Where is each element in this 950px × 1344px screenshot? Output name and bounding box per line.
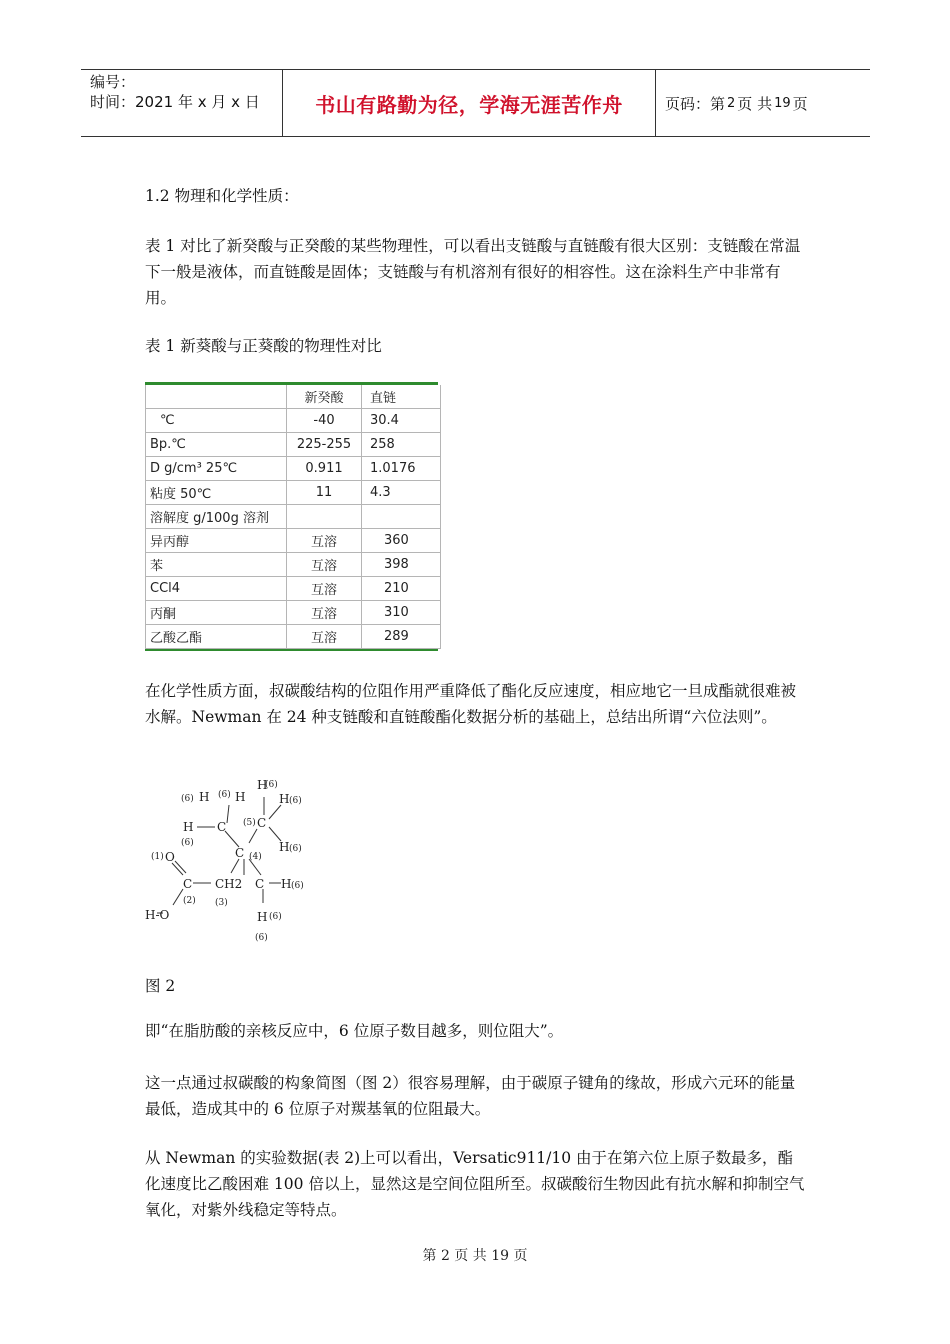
table-header-cell: 新癸酸 bbox=[287, 385, 362, 409]
atom-label: H bbox=[257, 910, 268, 924]
atom-label: CH2 bbox=[215, 877, 243, 891]
table-cell: 粘度 50℃ bbox=[146, 481, 287, 505]
table-row bbox=[146, 505, 441, 529]
position-label: (6) bbox=[291, 881, 304, 891]
section-title: 1.2 物理和化学性质： bbox=[145, 187, 299, 205]
table-header-row bbox=[146, 385, 441, 409]
properties-table bbox=[145, 382, 438, 651]
table-header-cell: 直链 bbox=[362, 385, 441, 409]
position-label: (6) bbox=[255, 933, 268, 943]
table-header-cell bbox=[146, 385, 287, 409]
atom-label: H-O bbox=[145, 908, 170, 922]
atom-label: H bbox=[257, 778, 268, 792]
atom-label: C bbox=[217, 820, 227, 834]
position-label: (5) bbox=[243, 818, 256, 828]
table-cell bbox=[287, 505, 362, 529]
table-cell: 0.911 bbox=[287, 457, 362, 481]
table-cell: 4.3 bbox=[362, 481, 441, 505]
position-label: (6) bbox=[265, 780, 278, 790]
table-cell: 258 bbox=[362, 433, 441, 457]
position-label: (1) bbox=[151, 852, 164, 862]
atom-label: H bbox=[281, 877, 292, 891]
time-label: 时间：2021 年 x 月 x 日 bbox=[90, 93, 260, 111]
table-cell: 225-255 bbox=[287, 433, 362, 457]
figure-caption: 图 2 bbox=[145, 977, 176, 995]
atom-label: H bbox=[199, 790, 210, 804]
table-cell: CCl4 bbox=[146, 577, 287, 601]
table-row bbox=[146, 457, 441, 481]
atom-label: C bbox=[255, 877, 265, 891]
table-row bbox=[146, 529, 441, 553]
table-cell: 289 bbox=[362, 625, 441, 649]
table-cell: 210 bbox=[362, 577, 441, 601]
table-cell: 互溶 bbox=[287, 529, 362, 553]
table-row bbox=[146, 433, 441, 457]
atom-label: H bbox=[183, 820, 194, 834]
position-label: (6) bbox=[269, 912, 282, 922]
table-cell: D g/cm³ 25℃ bbox=[146, 457, 287, 481]
table-cell: 1.0176 bbox=[362, 457, 441, 481]
table-row bbox=[146, 601, 441, 625]
page-footer: 第 2 页 共 19 页 bbox=[422, 1248, 528, 1264]
table-row bbox=[146, 577, 441, 601]
position-label: (6) bbox=[289, 796, 302, 806]
table-cell: 360 bbox=[362, 529, 441, 553]
position-label: (6) bbox=[218, 790, 231, 800]
table-cell: 溶解度 g/100g 溶剂 bbox=[146, 505, 287, 529]
atom-label: O bbox=[165, 850, 175, 864]
code-label: 编号： bbox=[90, 73, 136, 91]
table-cell: 丙酮 bbox=[146, 601, 287, 625]
page-suffix: 页 bbox=[792, 94, 808, 113]
position-label: (3) bbox=[215, 898, 228, 908]
table-bottom-rule bbox=[145, 649, 438, 651]
table-cell: -40 bbox=[287, 409, 362, 433]
paragraph-2: 在化学性质方面，叔碳酸结构的位阻作用严重降低了酯化反应速度，相应地它一旦成酯就很难被水解。Newman 在 24 种支链酸和直链酸酯化数据分析的基础上，总结出所谓“六位法则”。 bbox=[145, 682, 797, 726]
header-page-number bbox=[665, 70, 808, 136]
table-cell: 30.4 bbox=[362, 409, 441, 433]
position-label: (6) bbox=[289, 844, 302, 854]
paragraph-4: 这一点通过叔碳酸的构象简图（图 2）很容易理解，由于碳原子键角的缘故，形成六元环的能量最低，造成其中的 6 位原子对羰基氧的位阻最大。 bbox=[145, 1074, 796, 1118]
page-mid: 页 共 bbox=[737, 94, 773, 113]
table-cell: 互溶 bbox=[287, 601, 362, 625]
table-cell: 异丙醇 bbox=[146, 529, 287, 553]
table-cell: 互溶 bbox=[287, 553, 362, 577]
table-caption: 表 1 新葵酸与正葵酸的物理性对比 bbox=[145, 337, 382, 355]
header-motto: 书山有路勤为径，学海无涯苦作舟 bbox=[315, 92, 623, 117]
header-divider-right bbox=[655, 70, 656, 136]
paragraph-3: 即“在脂肪酸的亲核反应中，6 位原子数目越多，则位阻大”。 bbox=[145, 1022, 564, 1040]
page-total: 19 bbox=[774, 95, 791, 111]
atom-label: H bbox=[279, 840, 290, 854]
table-cell: 310 bbox=[362, 601, 441, 625]
atom-label: C bbox=[183, 877, 193, 891]
table-cell: 苯 bbox=[146, 553, 287, 577]
page-prefix: 页码：第 bbox=[665, 94, 726, 113]
header-bottom-rule bbox=[81, 136, 870, 137]
header-meta bbox=[90, 72, 260, 112]
table-cell: 乙酸乙酯 bbox=[146, 625, 287, 649]
atom-label: H bbox=[279, 792, 290, 806]
table-row bbox=[146, 625, 441, 649]
table-cell: Bp.℃ bbox=[146, 433, 287, 457]
paragraph-1: 表 1 对比了新癸酸与正癸酸的某些物理性，可以看出支链酸与直链酸有很大区别：支链酸在常温下一般是液体，而直链酸是固体；支链酸与有机溶剂有很好的相容性。这在涂料生产中非常有用。 bbox=[145, 237, 801, 307]
paragraph-5: 从 Newman 的实验数据(表 2)上可以看出，Versatic911/10 由于在第六位上原子数最多，酯化速度比乙酸困难 100 倍以上，显然这是空间位阻所至。叔碳酸衍生物因此有抗水解和抑制空气氧化，对紫外线稳定等特点。 bbox=[145, 1149, 805, 1219]
page-current: 2 bbox=[727, 95, 736, 111]
table-cell: ℃ bbox=[146, 409, 287, 433]
table-row bbox=[146, 409, 441, 433]
atom-label: C bbox=[257, 816, 267, 830]
position-label: (2) bbox=[183, 896, 196, 906]
table-cell: 互溶 bbox=[287, 625, 362, 649]
table-cell bbox=[362, 505, 441, 529]
position-label: (6) bbox=[181, 794, 194, 804]
structure-diagram bbox=[145, 775, 320, 950]
table-row bbox=[146, 553, 441, 577]
table-row bbox=[146, 481, 441, 505]
table-cell: 11 bbox=[287, 481, 362, 505]
atom-label: C bbox=[235, 846, 245, 860]
atom-label: H bbox=[235, 790, 246, 804]
table-cell: 互溶 bbox=[287, 577, 362, 601]
position-label: (4) bbox=[249, 852, 262, 862]
table-cell: 398 bbox=[362, 553, 441, 577]
structure-diagram-svg bbox=[145, 775, 320, 950]
position-label: (6) bbox=[181, 838, 194, 848]
